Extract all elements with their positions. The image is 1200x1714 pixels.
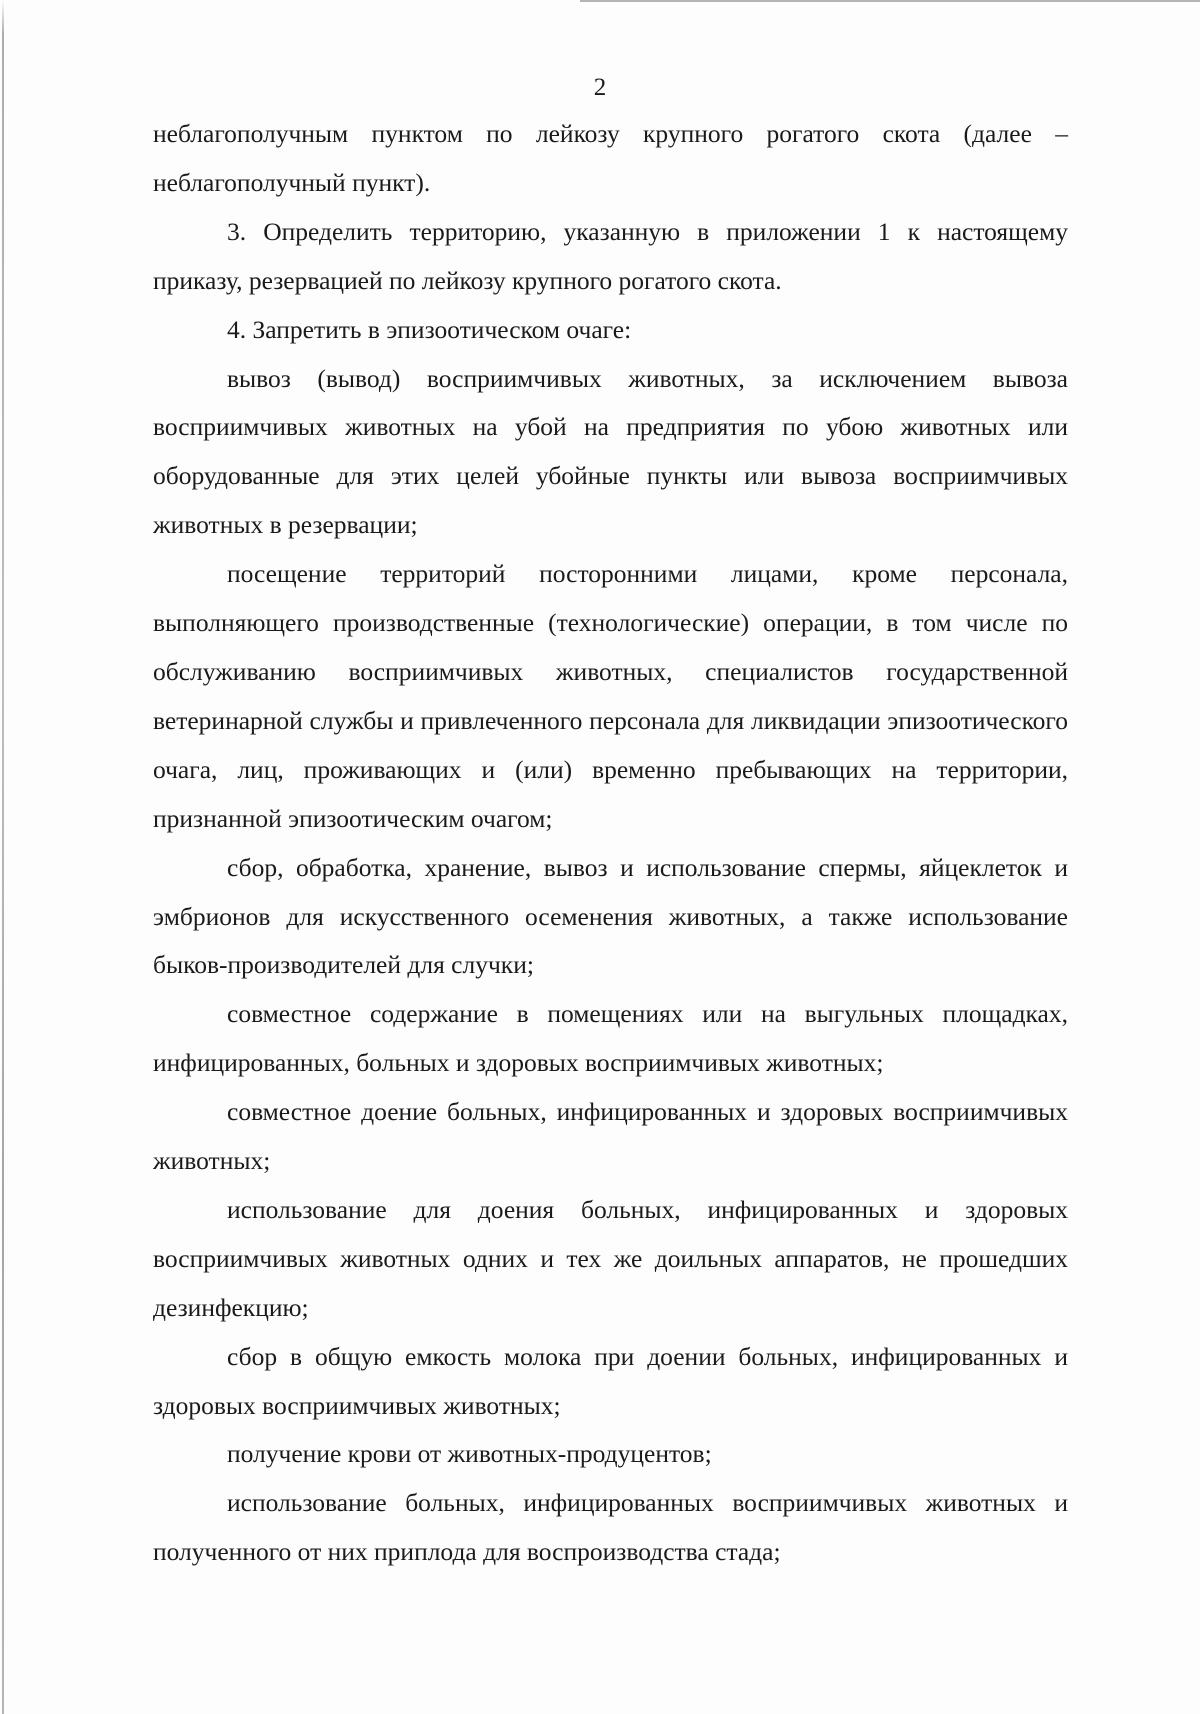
paragraph-milk-collection-ban: сбор в общую емкость молока при доении больных, инфицированных и здоровых восприимчивых животных; [153, 1341, 1068, 1420]
scan-edge-top [580, 0, 1200, 2]
page-number: 2 [593, 74, 607, 101]
paragraph-item-3: 3. Определить территорию, указанную в приложении 1 к настоящему приказу, резервацией по лейкозу крупного рогатого скота. [153, 216, 1068, 295]
paragraph-joint-keeping-ban: совместное содержание в помещениях или на выгульных площадках, инфицированных, больных и здоровых восприимчивых животных; [153, 999, 1068, 1078]
paragraph-reproduction-ban: использование больных, инфицированных восприимчивых животных и полученного от них приплода для воспроизводства стада; [153, 1488, 1068, 1567]
scan-edge-left [2, 0, 4, 1714]
paragraph-visit-ban: посещение территорий посторонними лицами, кроме персонала, выполняющего производственные (технологические) операции, в том числе по обслуживанию восприимчивых животных, специалистов государственной ветеринарной службы и привлеченного персонала для ликвидации эпизоотического очага, лиц, проживающих и (или) временно пребывающих на территории, признанной эпизоотическим очагом; [153, 559, 1068, 833]
document-body [153, 110, 1068, 1577]
paragraph-blood-ban: получение крови от животных-продуцентов; [227, 1439, 712, 1469]
paragraph-item-4: 4. Запретить в эпизоотическом очаге: [227, 314, 632, 344]
paragraph-export-ban: вывоз (вывод) восприимчивых животных, за исключением вывоза восприимчивых животных на убой на предприятия по убою животных или оборудованные для этих целей убойные пункты или вывоза восприимчивых животных в резервации; [153, 363, 1068, 540]
paragraph-milking-apparatus-ban: использование для доения больных, инфицированных и здоровых восприимчивых животных одних и тех же доильных аппаратов, не прошедших дезинфекцию; [153, 1194, 1068, 1322]
paragraph-joint-milking-ban: совместное доение больных, инфицированных и здоровых восприимчивых животных; [153, 1097, 1068, 1176]
paragraph-sperm-ban: сбор, обработка, хранение, вывоз и использование спермы, яйцеклеток и эмбрионов для искусственного осеменения животных, а также использование быков-производителей для случки; [153, 852, 1068, 980]
paragraph-continuation: неблагополучным пунктом по лейкозу крупного рогатого скота (далее – неблагополучный пункт). [153, 119, 1068, 197]
